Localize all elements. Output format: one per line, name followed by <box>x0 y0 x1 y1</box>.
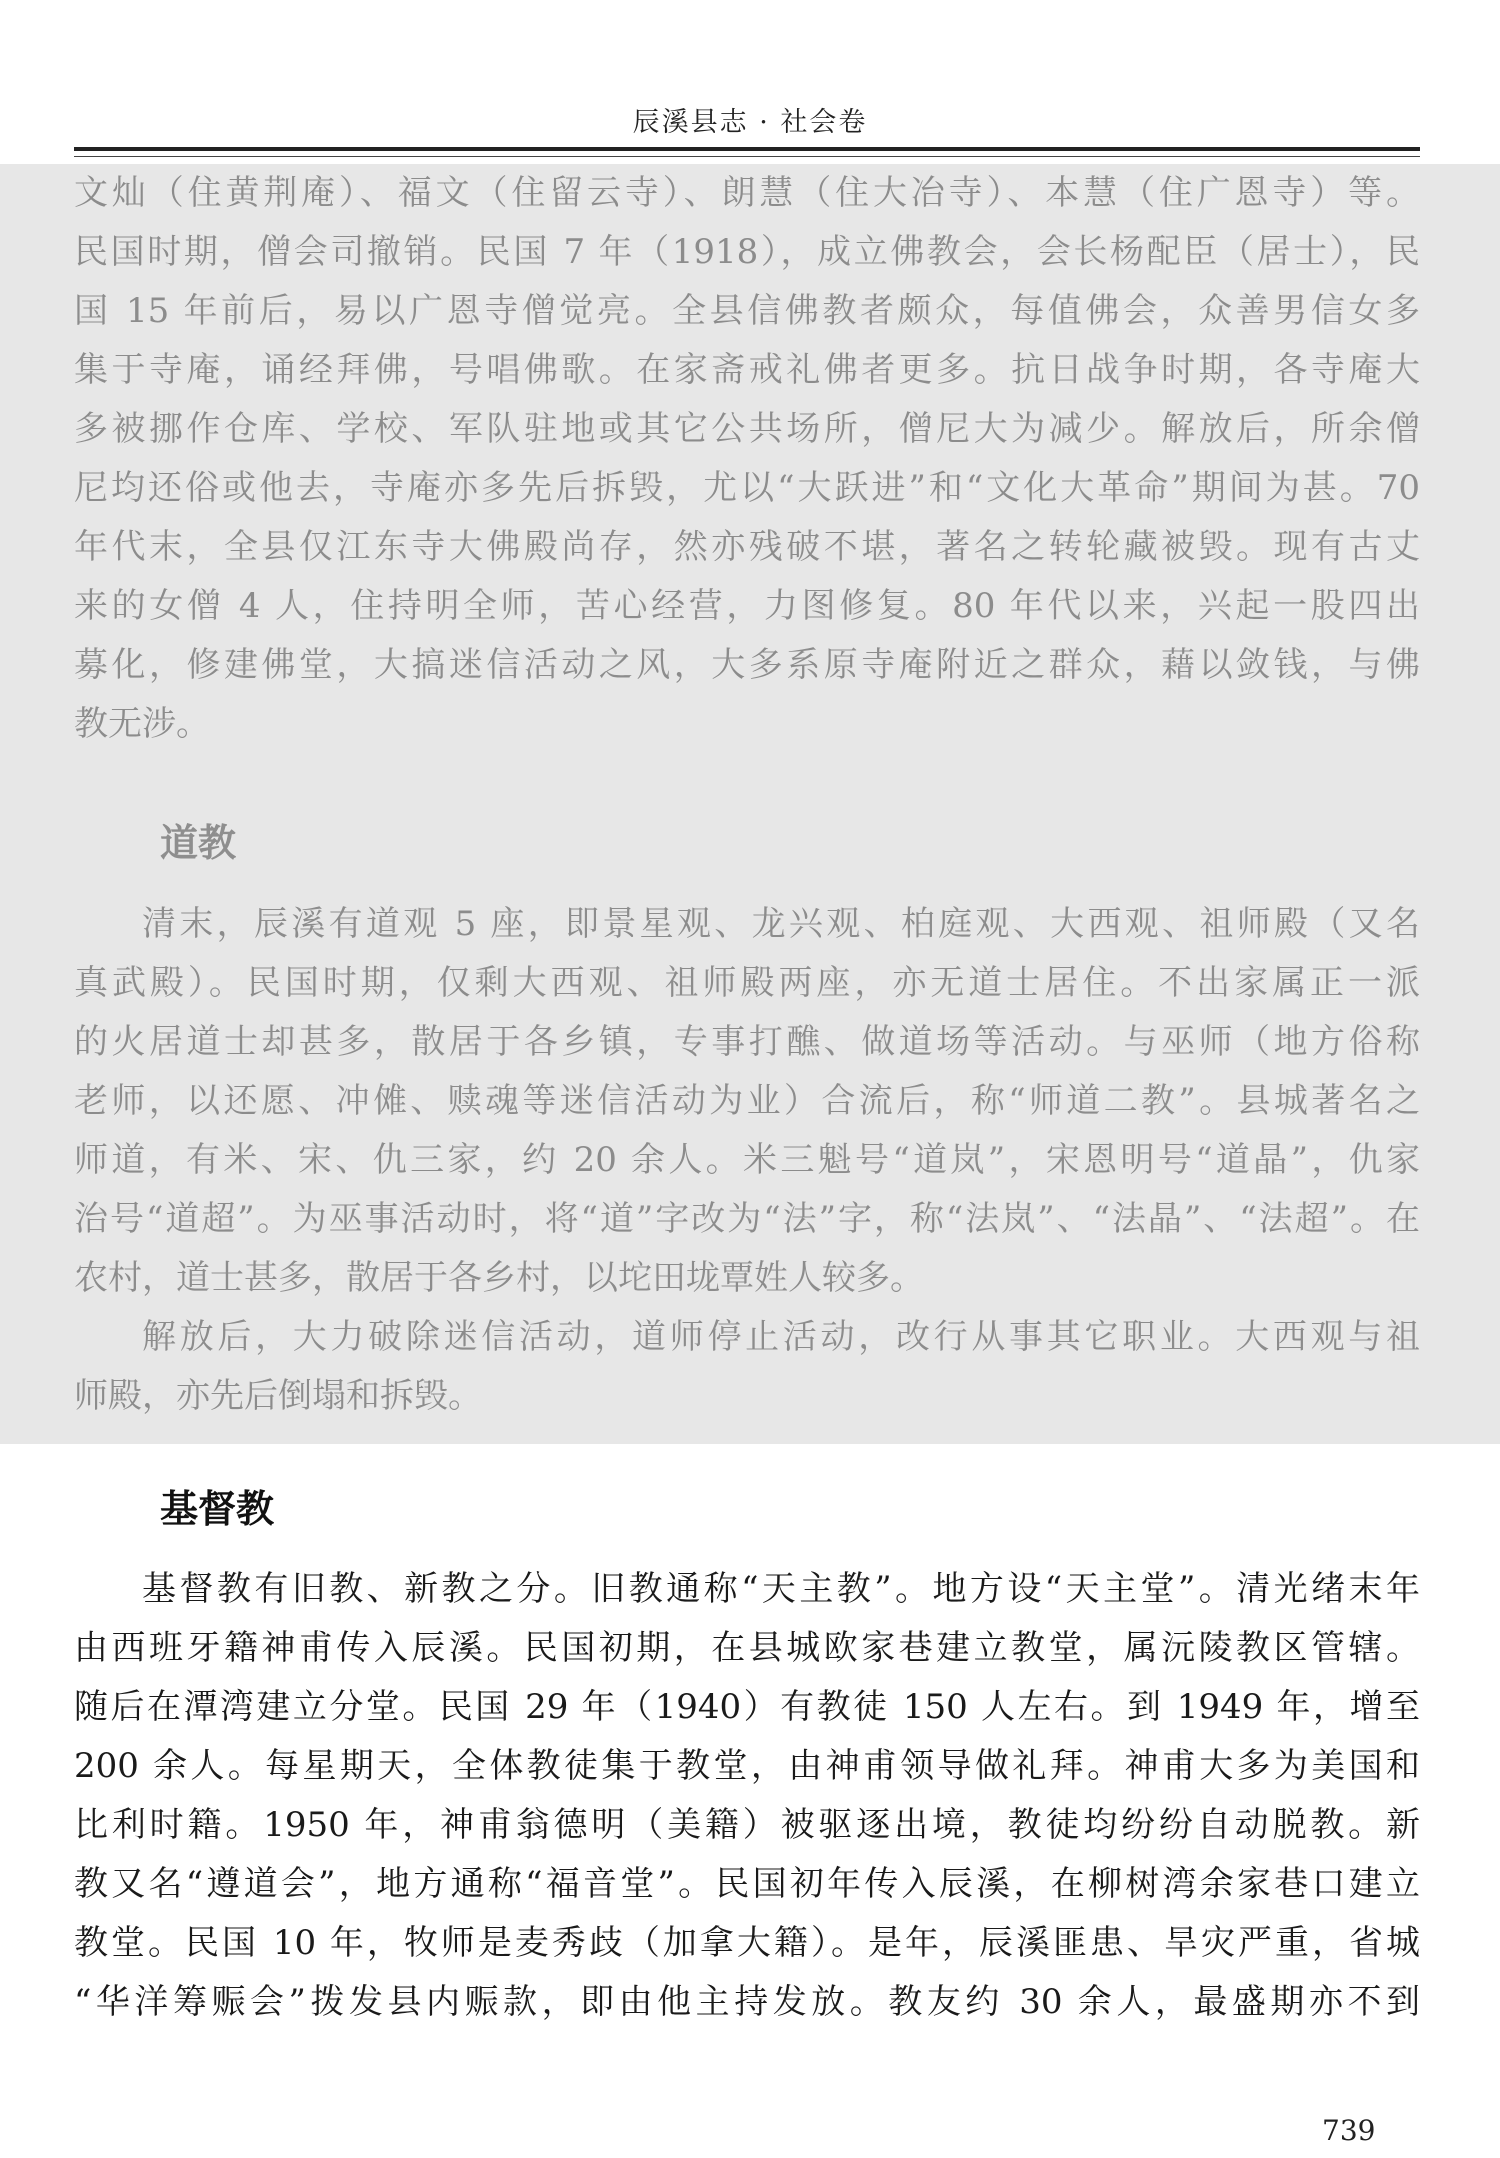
text-line: 真武殿）。民国时期，仅剩大西观、祖师殿两座，亦无道士居住。不出家属正一派 <box>74 963 1420 1003</box>
text-line: 的火居道士却甚多，散居于各乡镇，专事打醮、做道场等活动。与巫师（地方俗称 <box>74 1022 1420 1062</box>
text-line: 解放后，大力破除迷信活动，道师停止活动，改行从事其它职业。大西观与祖 <box>142 1317 1420 1357</box>
text-line: 尼均还俗或他去，寺庵亦多先后拆毁，尤以“大跃进”和“文化大革命”期间为甚。70 <box>74 468 1420 508</box>
text-line: 农村，道士甚多，散居于各乡村，以坨田垅覃姓人较多。 <box>74 1258 924 1298</box>
page-number: 739 <box>1322 2114 1376 2147</box>
text-line: 治号“道超”。为巫事活动时，将“道”字改为“法”字，称“法岚”、“法晶”、“法超”。在 <box>74 1199 1420 1239</box>
text-line: 募化，修建佛堂，大搞迷信活动之风，大多系原寺庵附近之群众，藉以敛钱，与佛 <box>74 645 1420 685</box>
text-line: 师道，有米、宋、仇三家，约 20 余人。米三魁号“道岚”，宋恩明号“道晶”，仇家 <box>74 1140 1420 1180</box>
text-line: 基督教有旧教、新教之分。旧教通称“天主教”。地方设“天主堂”。清光绪末年 <box>142 1569 1420 1609</box>
text-line: 教堂。民国 10 年，牧师是麦秀歧（加拿大籍）。是年，辰溪匪患、旱灾严重，省城 <box>74 1923 1420 1963</box>
text-line: 国 15 年前后，易以广恩寺僧觉亮。全县信佛教者颇众，每值佛会，众善男信女多 <box>74 291 1420 331</box>
text-line: 随后在潭湾建立分堂。民国 29 年（1940）有教徒 150 人左右。到 1949 年，增至 <box>74 1687 1420 1727</box>
text-line: 200 余人。每星期天，全体教徒集于教堂，由神甫领导做礼拜。神甫大多为美国和 <box>74 1746 1420 1786</box>
text-line: 由西班牙籍神甫传入辰溪。民国初期，在县城欧家巷建立教堂，属沅陵教区管辖。 <box>74 1628 1420 1668</box>
running-header: 辰溪县志 · 社会卷 <box>632 107 868 138</box>
text-line: 教无涉。 <box>74 704 210 744</box>
taoism-text-block <box>74 895 1420 1426</box>
text-line: 年代末，全县仅江东寺大佛殿尚存，然亦残破不堪，著名之转轮藏被毁。现有古丈 <box>74 527 1420 567</box>
header-rule-thick <box>74 147 1420 151</box>
section-heading-christianity: 基督教 <box>160 1487 275 1531</box>
christianity-text-block <box>74 1560 1420 2032</box>
text-line: 教又名“遵道会”，地方通称“福音堂”。民国初年传入辰溪，在柳树湾余家巷口建立 <box>74 1864 1420 1904</box>
buddhism-text-block <box>74 164 1420 754</box>
text-line: 文灿（住黄荆庵）、福文（住留云寺）、朗慧（住大冶寺）、本慧（住广恩寺）等。 <box>74 173 1420 213</box>
text-line: 集于寺庵，诵经拜佛，号唱佛歌。在家斋戒礼佛者更多。抗日战争时期，各寺庵大 <box>74 350 1420 390</box>
text-line: 清末，辰溪有道观 5 座，即景星观、龙兴观、柏庭观、大西观、祖师殿（又名 <box>142 904 1420 944</box>
header-rule-thin <box>74 156 1420 157</box>
text-line: 多被挪作仓库、学校、军队驻地或其它公共场所，僧尼大为减少。解放后，所余僧 <box>74 409 1420 449</box>
section-heading-taoism: 道教 <box>160 821 237 865</box>
text-line: 民国时期，僧会司撤销。民国 7 年（1918），成立佛教会，会长杨配臣（居士），民 <box>74 232 1420 272</box>
text-line: 老师，以还愿、冲傩、赎魂等迷信活动为业）合流后，称“师道二教”。县城著名之 <box>74 1081 1420 1121</box>
text-line: 师殿，亦先后倒塌和拆毁。 <box>74 1376 482 1416</box>
text-line: “华洋筹赈会”拨发县内赈款，即由他主持发放。教友约 30 余人，最盛期亦不到 <box>74 1982 1420 2022</box>
text-line: 来的女僧 4 人，住持明全师，苦心经营，力图修复。80 年代以来，兴起一股四出 <box>74 586 1420 626</box>
text-line: 比利时籍。1950 年，神甫翁德明（美籍）被驱逐出境，教徒均纷纷自动脱教。新 <box>74 1805 1420 1845</box>
